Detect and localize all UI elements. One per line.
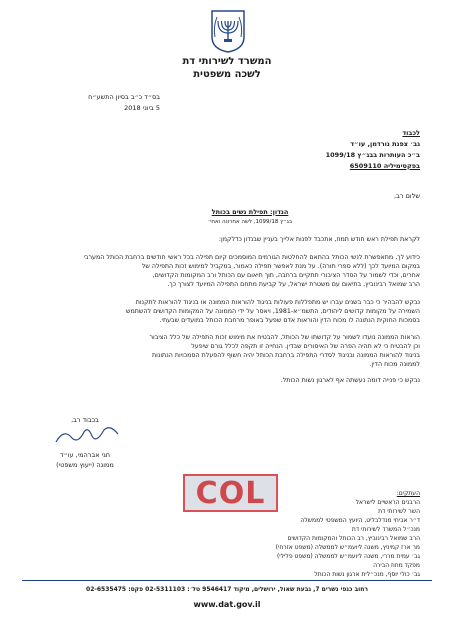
paragraph-5 [30, 376, 420, 385]
recipient-name: גב׳ צפנת נורדמן, עו״ד [350, 140, 420, 148]
cc-item: השר לשירותי דת [378, 508, 420, 515]
paragraph-line: כידוע לך, מתאפשרת לנשי הכותל בהתאם להחלטות הגורמים המוסמכים קיום תפילה בכל ראשי חודשים ברחבת הכותל המערבי [83, 254, 420, 261]
paragraph-3 [30, 298, 420, 325]
cc-item: הרבנים הראשיים לישראל [355, 499, 420, 506]
cc-item: מנכ״ל המשרד לשירותי דת [351, 526, 420, 533]
cc-label: העתקים: [396, 490, 420, 497]
department-name: לשכה משפטית [193, 69, 261, 80]
recipient-court: ב״כ העותרות בבג״ץ 1099/18 [325, 151, 420, 159]
paragraph-line: השמירה על מקומות קדושים ליהודים, התשמ״א-1981, ויאסר על ידי הממונה על המקומות הקדושים להשתמש [126, 308, 420, 315]
watermark-text: COL [195, 475, 266, 511]
paragraph-line: נבקש להבהיר כי כבר בשנים עברו יש מתפללות פעולות בניגוד להוראות הממונה או בניגוד להוראות לתקנות [135, 299, 420, 306]
recipient-to: לכבוד [402, 129, 420, 137]
paragraph-line: אחרים, וכדי לשמור על הסדר הציבורי תתקיים ברחבה, תוך תיאום עם הכותל ורב המקומות הקדושים, [152, 272, 420, 279]
paragraph-line: בסמכות החוקית הנתונה לו מכוח הדין והוראות אדם שפעל באופר מרחבת הכותל במועדים שבעתי. [159, 317, 420, 324]
paragraph-4 [30, 333, 420, 369]
cc-item: ד״ר אביחי מנדלבליט, היועץ המשפטי לממשלה [300, 517, 420, 524]
paragraph-2 [30, 253, 420, 289]
col-watermark-logo [183, 474, 278, 512]
paragraph-line: בניגוד להוראות הממונה ובניגוד לסדרי התפילה ברחבת הכותל יהיה חשוף להפעלת הסמכויות הנתונות [151, 352, 420, 359]
subject-reference: בג״ץ 1099/18, לשה אחרונה ואחי׳ [207, 219, 293, 225]
signature-closing: בכבוד רב, [71, 416, 99, 424]
cc-item: גב׳ כולי יוסף, מנכ״לית ארגון נשות הכותל [314, 571, 420, 578]
footer-divider [22, 580, 432, 581]
paragraph-1 [30, 235, 420, 244]
footer-website-link[interactable]: www.dat.gov.il [193, 600, 261, 609]
paragraph-line: לממונה מכוח הדין. [369, 361, 420, 368]
cc-item: מפקד מחוז הבירה [373, 562, 420, 569]
greeting: שלום רב, [394, 192, 420, 200]
signature-name: חגי אברהמי, עו״ד [59, 451, 111, 459]
hebrew-date: בס״ד כ״ב בסיון התשע״ח [88, 93, 160, 101]
gregorian-date: 5 ביוני 2018 [124, 104, 160, 112]
footer-address: רחוב כנפי נשרים 7, גבעת שאול, ירושלים, מיקוד 9546417 טל׳: 02-5311103 פקס: 02-6535475 [86, 586, 368, 593]
paragraph-line: נבקש כי פנייה דומה נעשתה אף לארגון נשות הכותל. [280, 377, 420, 384]
handwritten-signature [52, 424, 122, 448]
cc-item: גב׳ עמית מררי, משנה ליועמ״ש לממשלה (משפט פלילי) [276, 553, 420, 560]
paragraph-line: הוראות הממונה נועדו לשמור על קדושתו של הכותל, להבטיח את מימוש זכות התפילה של כלל הציבור [149, 334, 420, 341]
cc-item: מר ארז קמיניץ, משנה ליועמ״ש לממשלה (משפט אזרחי) [275, 544, 420, 551]
ministry-name: המשרד לשירותי דת [182, 56, 272, 67]
paragraph-line: לקראת תפילת ראש חודש תמוז, אתכבד לפנות אלייך בעניין שבנדון כדלקמן: [218, 236, 420, 243]
signature-title: ממונה (ייעוץ משפטי) [56, 461, 114, 469]
paragraph-line: במקום המיועד לכך (ללא ספרי תורה). על מנת לאפשר תפילה כאמור, במקביל למימוש זכות התפילה של [141, 263, 420, 270]
recipient-fax: בפקסימיליה 6509110 [349, 162, 420, 170]
paragraph-line: וכן להבטיח כי לא תהיה הפרה של האיסורים שבדין. הנחייה זו תקפה לכלל גורם שיפעל [191, 343, 420, 350]
cc-item: הרב שמואל רבינוביץ, רב הכותל והמקומות הקדושים [287, 535, 420, 542]
state-emblem-icon [209, 7, 247, 53]
subject-title: הנדון: תפילת נשים בכותל [211, 208, 289, 216]
paragraph-line: הרב שמואל רבינוביץ, בתיאום עם משטרת ישראל, על קביעת מתחם התפילה המיועד לצורך כך. [167, 281, 420, 288]
